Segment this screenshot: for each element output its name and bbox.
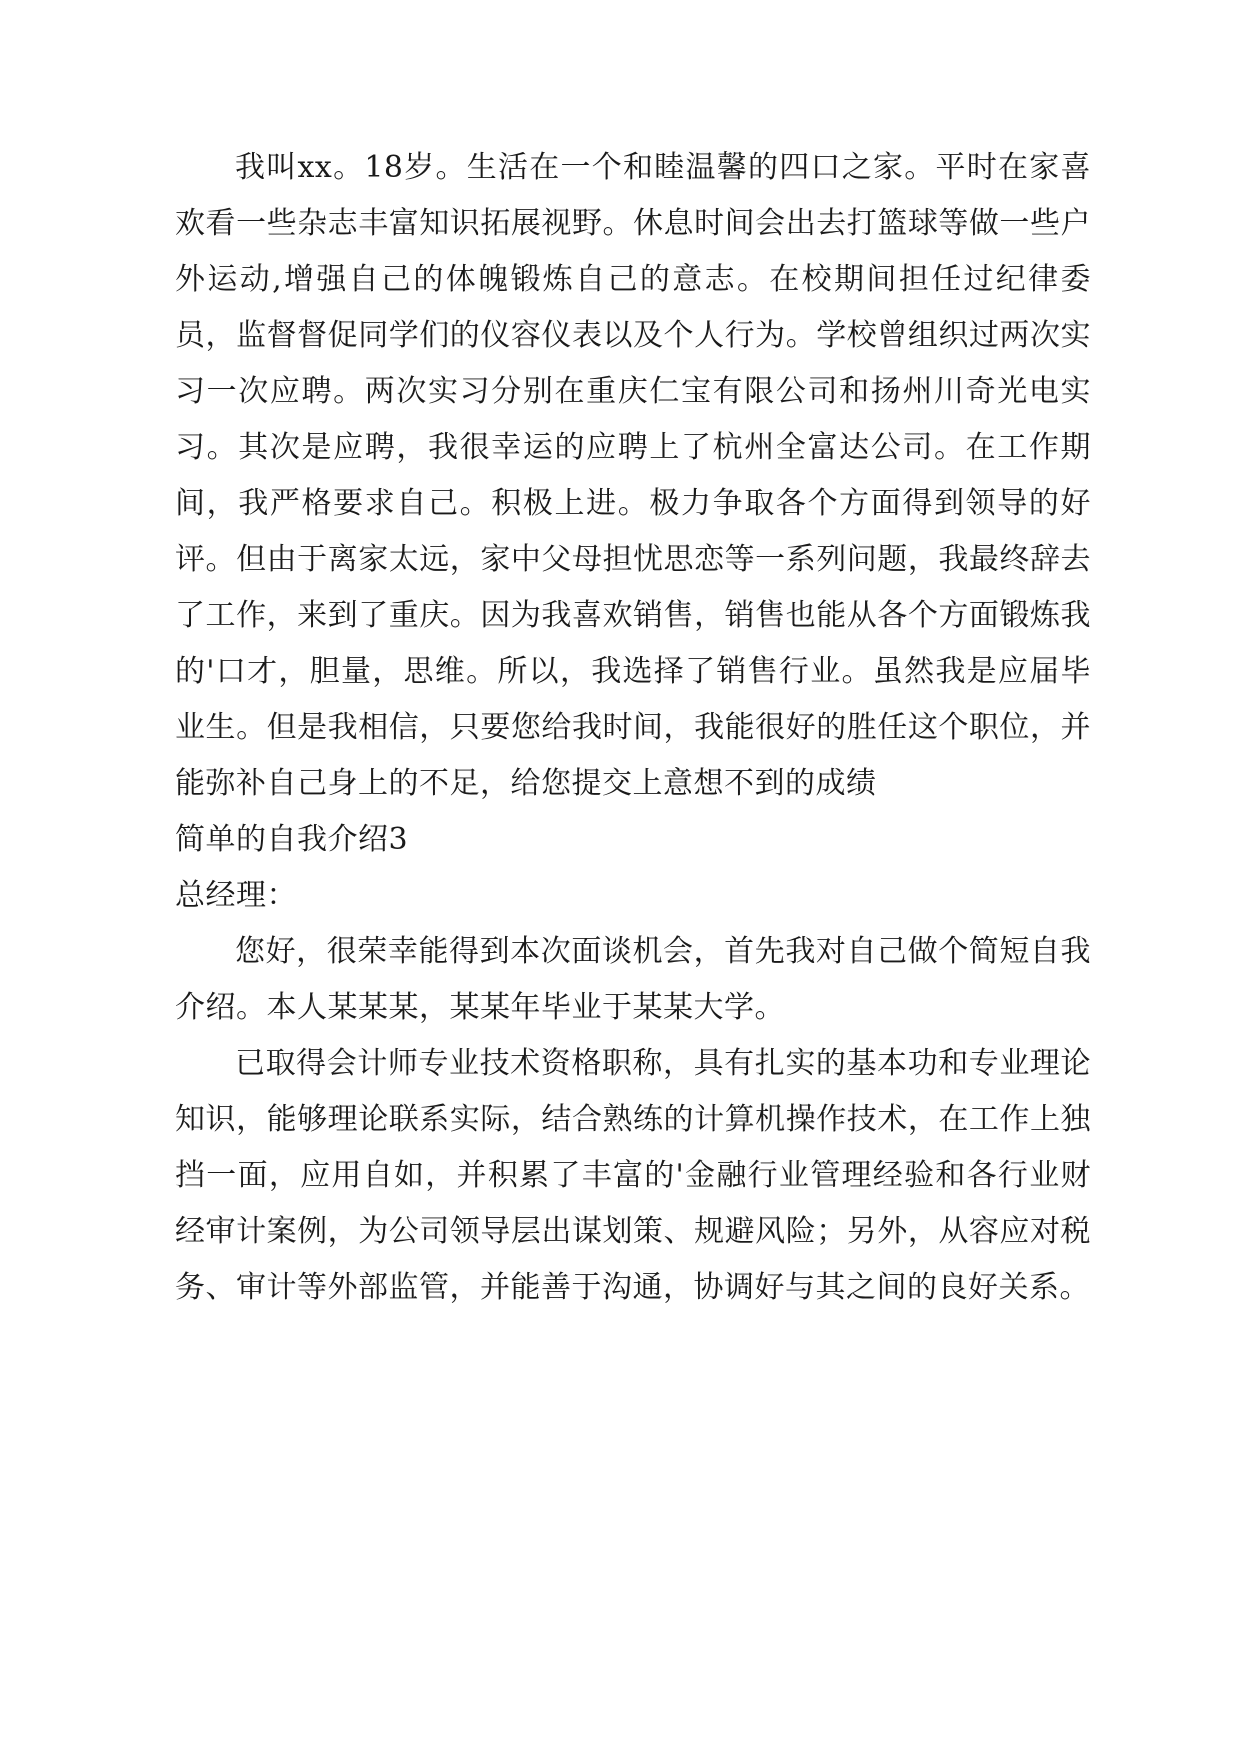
qualifications-paragraph: 已取得会计师专业技术资格职称，具有扎实的基本功和专业理论知识，能够理论联系实际，结合熟练的计算机操作技术，在工作上独挡一面，应用自如，并积累了丰富的'金融行业管理经验和各行业财经审计案例，为公司领导层出谋划策、规避风险；另外，从容应对税务、审计等外部监管，并能善于沟通，协调好与其之间的良好关系。 xyxy=(175,1046,1091,1305)
document-body xyxy=(175,140,1091,1316)
self-intro-paragraph-2: 我叫xx。18岁。生活在一个和睦温馨的四口之家。平时在家喜欢看一些杂志丰富知识拓展视野。休息时间会出去打篮球等做一些户外运动,增强自己的体魄锻炼自己的意志。在校期间担任过纪律委员，监督督促同学们的仪容仪表以及个人行为。学校曾组织过两次实习一次应聘。两次实习分别在重庆仁宝有限公司和扬州川奇光电实习。其次是应聘，我很幸运的应聘上了杭州全富达公司。在工作期间，我严格要求自己。积极上进。极力争取各个方面得到领导的好评。但由于离家太远，家中父母担忧思恋等一系列问题，我最终辞去了工作，来到了重庆。因为我喜欢销售，销售也能从各个方面锻炼我的'口才，胆量，思维。所以，我选择了销售行业。虽然我是应届毕业生。但是我相信，只要您给我时间，我能很好的胜任这个职位，并能弥补自己身上的不足，给您提交上意想不到的成绩 xyxy=(175,150,1091,801)
salutation-line: 总经理： xyxy=(175,878,297,913)
opening-paragraph: 您好，很荣幸能得到本次面谈机会，首先我对自己做个简短自我介绍。本人某某某，某某年毕业于某某大学。 xyxy=(175,934,1091,1025)
section-heading-3: 简单的自我介绍3 xyxy=(175,822,409,857)
